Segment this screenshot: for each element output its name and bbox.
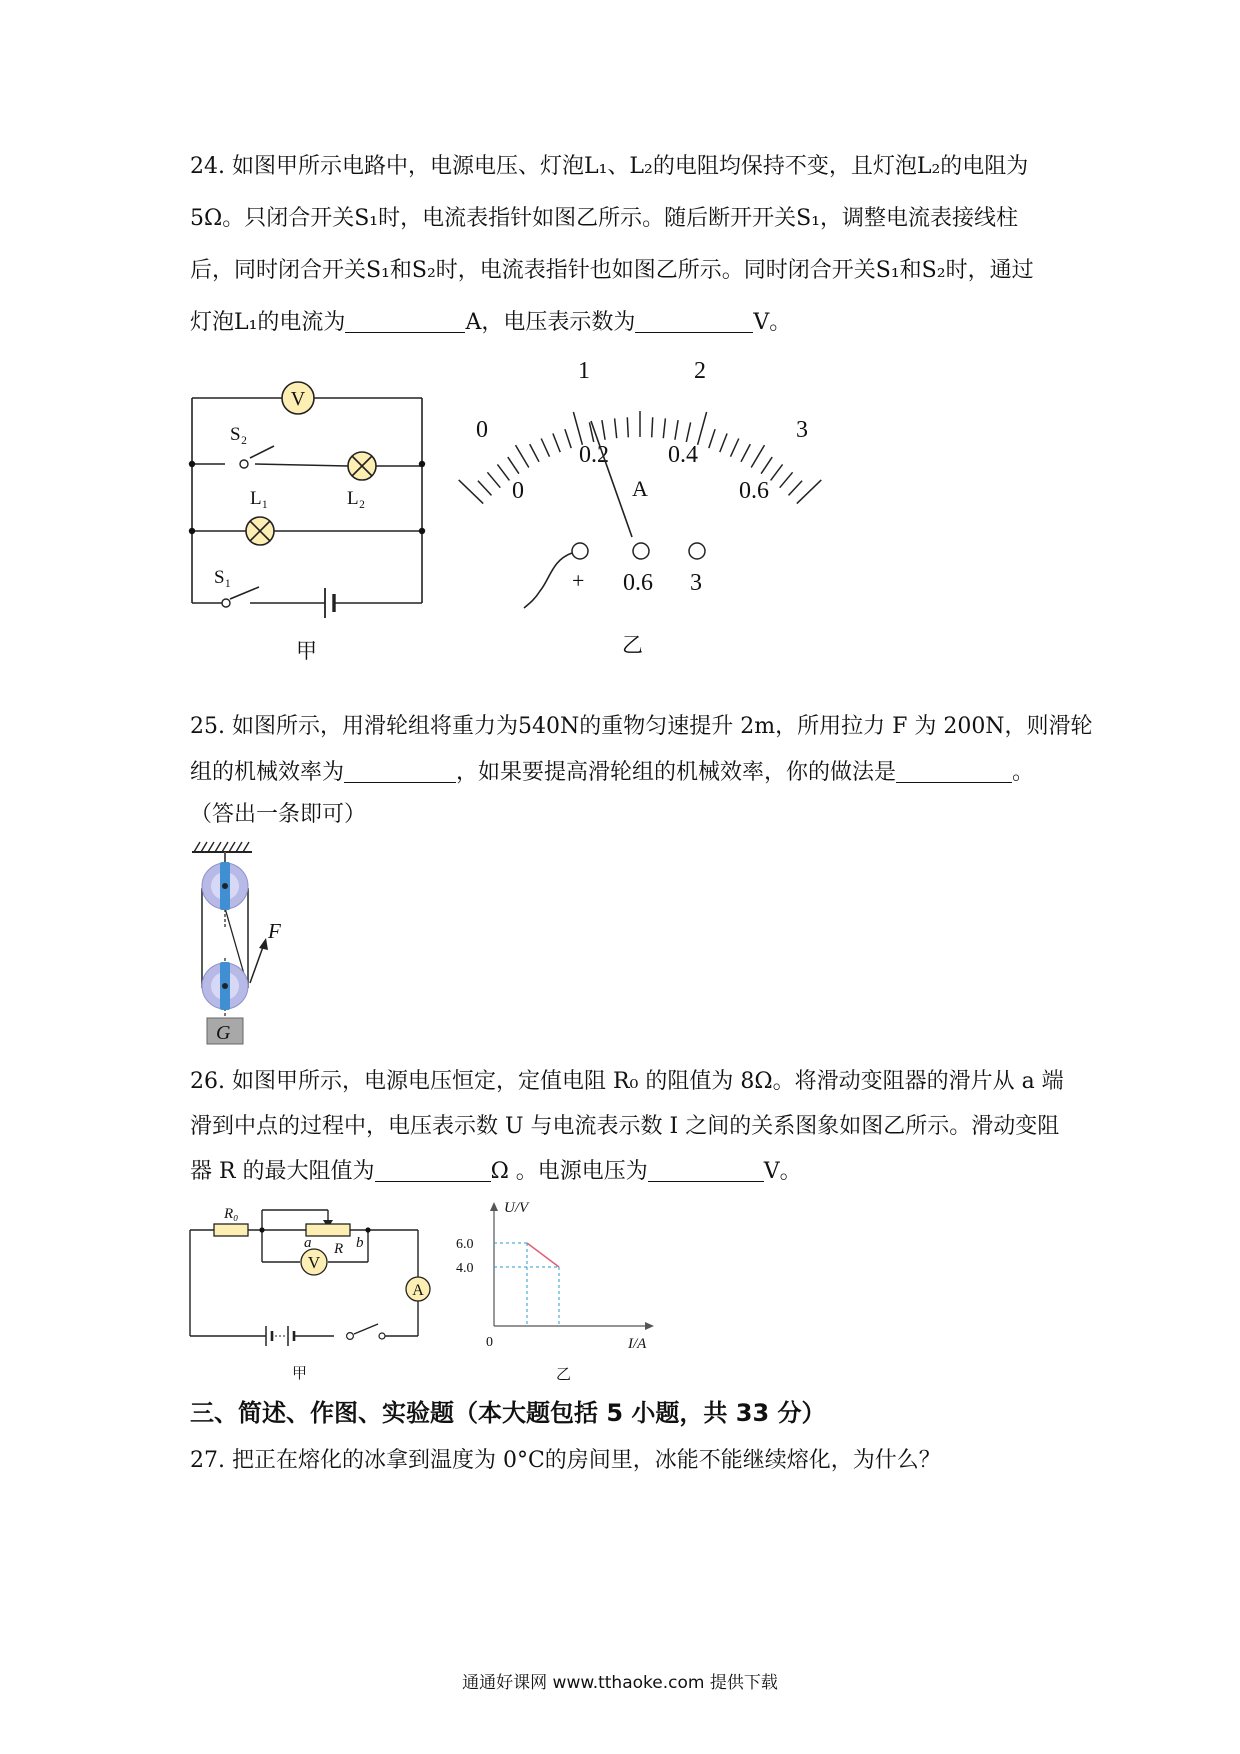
q24-text-c: V。 [753,310,792,335]
dial-outer-2: 2 [694,358,706,384]
q25-pulley-diagram [188,838,298,1048]
q25-text-c: 。 [1012,760,1035,785]
dial-outer-0: 0 [476,417,488,443]
terminal-0-6 [633,543,649,559]
label-l2: L₂ [347,488,366,509]
terminal-label-plus: + [572,568,585,593]
caption-yi: 乙 [622,633,643,657]
q26-blank-resistance[interactable] [375,1157,491,1182]
resistor-r0 [214,1224,248,1236]
q24-line-2: 5Ω。只闭合开关S₁时，电流表指针如图乙所示。随后断开开关S₁，调整电流表接线柱 [190,206,1019,231]
q26-circuit-diagram [186,1200,436,1380]
voltmeter-label: V [290,388,306,410]
dial-tick [663,418,665,438]
battery-icon [266,1326,294,1346]
dial-tick [780,472,793,487]
dial-tick [615,418,617,438]
q24-ammeter-dial [440,355,840,665]
y-axis-label: U/V [504,1200,529,1216]
rheostat-r [306,1224,350,1236]
battery-icon [325,588,334,618]
ui-line [527,1243,559,1267]
q25-text-b: ，如果要提高滑轮组的机械效率，你的做法是 [456,760,897,785]
q25-line-3: （答出一条即可） [190,802,367,827]
dial-tick [731,439,739,457]
q25-line-1: 25. 如图所示，用滑轮组将重力为540N的重物匀速提升 2m，所用拉力 F 为 200N，则滑轮 [190,714,1093,739]
lamp-l1-icon [246,517,274,545]
dial-tick [675,420,678,440]
weight-label: G [216,1022,231,1044]
dial-inner-0-6: 0.6 [739,478,769,504]
q26-line-3 [190,1157,802,1187]
q25-blank-method[interactable] [896,758,1012,783]
movable-pulley-icon [202,962,248,1010]
y-tick-4: 4.0 [456,1261,474,1276]
switch-pivot [347,1333,354,1340]
caption-jia: 甲 [292,1366,308,1380]
dial-tick [565,429,571,448]
ammeter-label: A [412,1282,424,1299]
dial-tick [516,445,529,467]
lead-wire [524,553,572,608]
q26-text-b: Ω 。电源电压为 [490,1159,648,1184]
label-a: a [304,1235,312,1251]
voltmeter-label: V [307,1253,321,1272]
label-l1: L₁ [250,488,269,509]
q27-line-1: 27. 把正在熔化的冰拿到温度为 0°C的房间里，冰能不能继续熔化，为什么？ [190,1448,941,1473]
y-tick-6: 6.0 [456,1237,474,1252]
dial-outer-1: 1 [578,358,590,384]
terminal-3 [689,543,705,559]
force-label: F [268,919,281,943]
dial-tick [553,434,560,453]
x-axis-label: I/A [628,1336,647,1352]
q24-blank-voltage[interactable] [635,308,753,333]
fixed-pulley-icon [202,862,248,910]
q24-text-a: 灯泡L₁的电流为 [190,310,346,335]
label-r: R [334,1241,344,1257]
dial-inner-0-4: 0.4 [668,442,698,468]
dial-inner-0: 0 [512,478,524,504]
caption-jia: 甲 [296,639,317,663]
page-footer: 通通好课网 www.tthaoke.com 提供下载 [462,1673,778,1693]
dial-tick [478,481,492,496]
dial-tick [709,429,715,448]
dial-tick [508,457,519,474]
terminal-label-3: 3 [690,570,702,596]
q25-text-a: 组的机械效率为 [190,760,345,785]
dial-needle [591,421,632,537]
dial-tick [602,420,605,440]
dial-unit: A [632,476,648,501]
q26-line-1: 26. 如图甲所示，电源电压恒定，定值电阻 R₀ 的阻值为 8Ω。将滑动变阻器的滑片从 a 端 [190,1069,1064,1094]
dial-tick [751,445,764,467]
dial-tick [720,434,727,453]
dial-tick [686,422,690,442]
label-s1: S₁ [214,567,232,588]
dial-tick [741,444,750,462]
q24-line-4 [190,308,791,338]
dial-tick [573,412,582,445]
dial-tick [698,412,707,445]
q26-blank-voltage[interactable] [648,1157,764,1182]
terminal-label-0-6: 0.6 [623,570,653,596]
dial-tick [541,439,549,457]
origin-label: 0 [486,1335,493,1350]
label-r0: R₀ [224,1206,239,1222]
q25-blank-efficiency[interactable] [344,758,456,783]
q24-circuit-diagram [180,378,440,668]
dial-tick [652,417,653,437]
terminal-plus [572,543,588,559]
q26-ui-graph [456,1196,666,1386]
q26-line-2: 滑到中点的过程中，电压表示数 U 与电流表示数 I 之间的关系图象如图乙所示。滑动变阻 [190,1114,1060,1139]
label-b: b [356,1235,364,1251]
q24-blank-current[interactable] [345,308,465,333]
q24-text-b: A，电压表示数为 [465,310,636,335]
dial-outer-3: 3 [796,417,808,443]
dial-inner-0-2: 0.2 [579,442,609,468]
caption-yi: 乙 [556,1367,572,1383]
switch-s2-pivot [240,460,248,468]
dial-tick [789,481,803,496]
q26-text-c: V。 [763,1159,802,1184]
q24-line-1: 24. 如图甲所示电路中，电源电压、灯泡L₁、L₂的电阻均保持不变，且灯泡L₂的电阻为 [190,154,1029,179]
dial-tick [771,464,783,480]
dial-tick [497,464,509,480]
label-s2: S₂ [230,424,248,445]
q25-line-2 [190,758,1034,788]
dial-tick [487,472,500,487]
section-heading: 三、简述、作图、实验题（本大题包括 5 小题，共 33 分） [190,1399,826,1427]
switch-s1-pivot [222,599,230,607]
q24-line-3: 后，同时闭合开关S₁和S₂时，电流表指针也如图乙所示。同时闭合开关S₁和S₂时，通过 [190,258,1034,283]
q26-text-a: 器 R 的最大阻值为 [190,1159,375,1184]
dial-tick [530,444,539,462]
lamp-l2-icon [348,452,376,480]
dial-tick [761,457,772,474]
dial-tick [627,417,628,437]
